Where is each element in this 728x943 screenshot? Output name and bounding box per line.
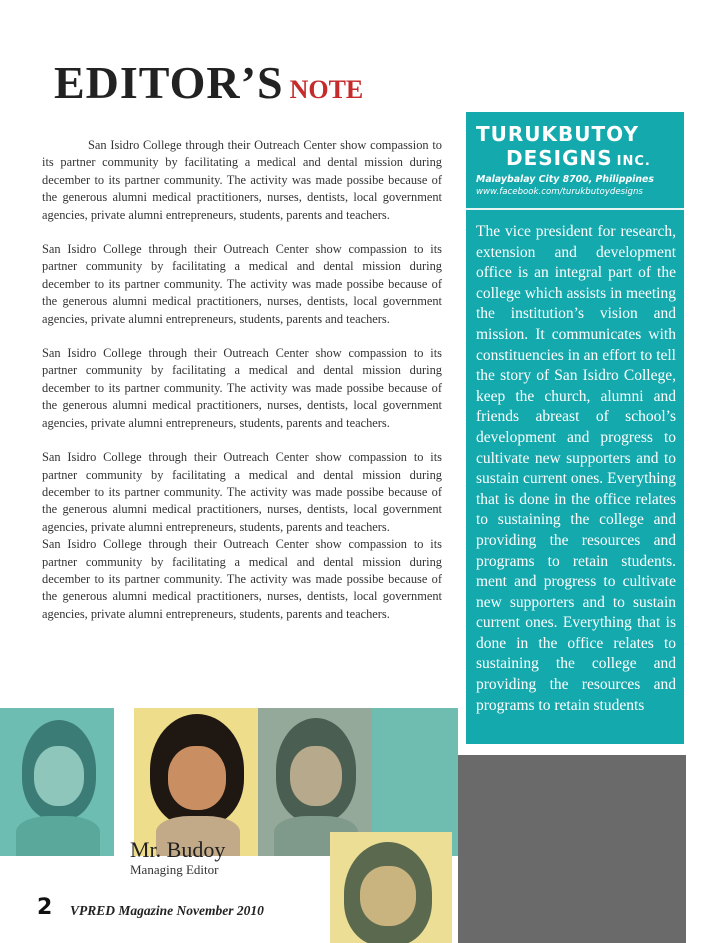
- sidebar-box: [466, 112, 684, 744]
- sidebar-divider: [466, 208, 684, 210]
- title-main: EDITOR’S: [54, 57, 284, 108]
- brand-name-line2: [506, 146, 651, 170]
- paragraph: San Isidro College through their Outreach Center show compassion to its partner community by facilitating a medical and dental mission during december to its partner community. The activity was made possibe because of the generous alumni medical practitioners, nurses, dentists, local government agencies, private alumni entrepreneurs, students, parents and teachers.: [42, 138, 442, 222]
- title-sub: NOTE: [289, 75, 364, 104]
- editor-name: Mr. Budoy: [130, 837, 226, 862]
- child-photo: [0, 708, 114, 856]
- gray-block: [458, 755, 686, 943]
- brand-website: www.facebook.com/turukbutoydesigns: [476, 187, 643, 197]
- paragraph: San Isidro College through their Outreach Center show compassion to its partner community by facilitating a medical and dental mission during december to its partner community. The activity was made possibe because of the generous alumni medical practitioners, nurses, dentists, local government agencies, private alumni entrepreneurs, students, parents and teachers.: [42, 537, 442, 621]
- brand-designs: DESIGNS: [506, 146, 613, 170]
- page-number: 2: [37, 895, 53, 920]
- paragraph: San Isidro College through their Outreach Center show compassion to its partner community by facilitating a medical and dental mission during december to its partner community. The activity was made possibe because of the generous alumni medical practitioners, nurses, dentists, local government agencies, private alumni entrepreneurs, students, parents and teachers.: [42, 450, 442, 534]
- page-title: [54, 56, 363, 109]
- publication-footer: VPRED Magazine November 2010: [70, 903, 264, 918]
- paragraph: San Isidro College through their Outreach Center show compassion to its partner community by facilitating a medical and dental mission during december to its partner community. The activity was made possibe because of the generous alumni medical practitioners, nurses, dentists, local government agencies, private alumni entrepreneurs, students, parents and teachers.: [42, 242, 442, 326]
- brand-name: TURUKBUTOY: [476, 122, 639, 146]
- child-photo: [330, 832, 452, 943]
- brand-address: Malaybalay City 8700, Philippines: [476, 174, 654, 185]
- child-photo: [134, 708, 258, 856]
- sidebar-text: The vice president for research, extension and development office is an integral part of the college which assists in meeting the institution’s vision and mission. It communicates with constituencies in an effort to tell the story of San Isidro College, keep the church, alumni and friends abreast of school’s development and progress to cultivate new supporters and to sustain current ones. Everything that is done in the office relates to sustaining the college and providing the resources and programs to retain students. ment and progress to cultivate new supporters and to sustain current ones. Everything that is done in the office relates to sustaining the college and providing the resources and programs to retain students: [476, 223, 676, 714]
- paragraph: San Isidro College through their Outreach Center show compassion to its partner community by facilitating a medical and dental mission during december to its partner community. The activity was made possibe because of the generous alumni medical practitioners, nurses, dentists, local government agencies, private alumni entrepreneurs, students, parents and teachers.: [42, 346, 442, 430]
- brand-suffix: INC.: [616, 154, 651, 169]
- editor-role: Managing Editor: [130, 862, 219, 877]
- article-body: [42, 137, 442, 640]
